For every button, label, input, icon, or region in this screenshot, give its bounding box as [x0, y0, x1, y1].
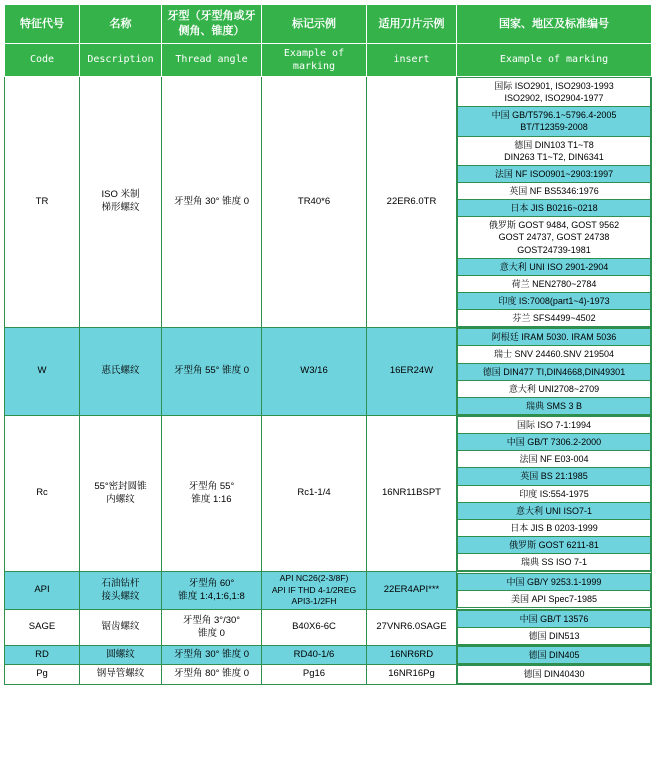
header-cell-en-3: Example of marking — [262, 44, 367, 77]
standard-row — [458, 647, 651, 664]
marking-cell: TR40*6 — [262, 77, 367, 328]
standard-row — [458, 107, 651, 136]
table-row — [5, 610, 652, 646]
standard-label: 意大利 UNI ISO 2901-2904 — [458, 258, 651, 275]
standard-row — [458, 346, 651, 363]
insert-cell: 22ER6.0TR — [367, 77, 457, 328]
standards-cell — [457, 572, 652, 610]
standard-row — [458, 258, 651, 275]
standard-row — [458, 363, 651, 380]
standards-cell — [457, 328, 652, 416]
marking-cell: W3/16 — [262, 328, 367, 416]
code-cell: TR — [5, 77, 80, 328]
standard-row — [458, 591, 651, 608]
standards-cell — [457, 646, 652, 665]
thread-standards-table — [4, 4, 652, 685]
header-cell-cn-1: 名称 — [80, 5, 162, 44]
standard-row — [458, 451, 651, 468]
standard-label: 日本 JIS B 0203-1999 — [458, 519, 651, 536]
header-cell-cn-0: 特征代号 — [5, 5, 80, 44]
thread-angle-cell: 牙型角 80° 锥度 0 — [162, 665, 262, 684]
marking-cell: B40X6-6C — [262, 610, 367, 646]
standard-row — [458, 165, 651, 182]
standard-label: 英国 NF BS5346:1976 — [458, 182, 651, 199]
standards-cell — [457, 415, 652, 571]
standard-row — [458, 611, 651, 628]
standard-label: 德国 DIN405 — [458, 647, 651, 664]
standard-row — [458, 554, 651, 571]
thread-angle-cell: 牙型角 60° 锥度 1:4,1:6,1:8 — [162, 572, 262, 610]
table-header-row-cn — [5, 5, 652, 44]
standard-row — [458, 485, 651, 502]
header-cell-en-0: Code — [5, 44, 80, 77]
code-cell: Rc — [5, 415, 80, 571]
code-cell: SAGE — [5, 610, 80, 646]
marking-cell: API NC26(2-3/8F) API IF THD 4-1/2REG API3-1/2FH — [262, 572, 367, 610]
standard-label: 法国 NF E03-004 — [458, 451, 651, 468]
insert-cell: 16NR6RD — [367, 646, 457, 665]
header-cell-en-5: Example of marking — [457, 44, 652, 77]
standard-label: 瑞士 SNV 24460.SNV 219504 — [458, 346, 651, 363]
standard-label: 中国 GB/T 13576 — [458, 611, 651, 628]
table-row — [5, 572, 652, 610]
description-cell: ISO 米制 梯形螺纹 — [80, 77, 162, 328]
header-cell-cn-2: 牙型（牙型角或牙侧角、锥度） — [162, 5, 262, 44]
insert-cell: 16NR11BSPT — [367, 415, 457, 571]
standard-row — [458, 200, 651, 217]
code-cell: API — [5, 572, 80, 610]
standard-row — [458, 380, 651, 397]
standard-label: 阿根廷 IRAM 5030. IRAM 5036 — [458, 329, 651, 346]
standard-row — [458, 310, 651, 327]
standard-row — [458, 416, 651, 433]
thread-angle-cell: 牙型角 30° 锥度 0 — [162, 646, 262, 665]
standard-row — [458, 573, 651, 590]
description-cell: 圆螺纹 — [80, 646, 162, 665]
standard-label: 意大利 UNI2708~2709 — [458, 380, 651, 397]
description-cell: 钢导管螺纹 — [80, 665, 162, 684]
standards-cell — [457, 665, 652, 684]
standard-row — [458, 519, 651, 536]
marking-cell: Pg16 — [262, 665, 367, 684]
standard-row — [458, 468, 651, 485]
standard-label: 瑞典 SMS 3 B — [458, 397, 651, 414]
description-cell: 石油钻杆 接头螺纹 — [80, 572, 162, 610]
standard-label: 印度 IS:7008(part1~4)-1973 — [458, 292, 651, 309]
standard-row — [458, 434, 651, 451]
standard-label: 俄罗斯 GOST 6211-81 — [458, 536, 651, 553]
insert-cell: 16ER24W — [367, 328, 457, 416]
thread-angle-cell: 牙型角 55° 锥度 0 — [162, 328, 262, 416]
standard-row — [458, 666, 651, 683]
standard-row — [458, 78, 651, 107]
standards-cell — [457, 610, 652, 646]
standard-label: 中国 GB/Y 9253.1-1999 — [458, 573, 651, 590]
standard-label: 荷兰 NEN2780~2784 — [458, 275, 651, 292]
description-cell: 锯齿螺纹 — [80, 610, 162, 646]
table-header-row-en — [5, 44, 652, 77]
marking-cell: Rc1-1/4 — [262, 415, 367, 571]
header-cell-en-4: insert — [367, 44, 457, 77]
header-cell-en-1: Description — [80, 44, 162, 77]
standard-label: 国际 ISO2901, ISO2903-1993 ISO2902, ISO2904-1977 — [458, 78, 651, 107]
standard-label: 中国 GB/T 7306.2-2000 — [458, 434, 651, 451]
standards-cell — [457, 77, 652, 328]
marking-cell: RD40-1/6 — [262, 646, 367, 665]
standard-label: 印度 IS:554-1975 — [458, 485, 651, 502]
standard-label: 德国 DIN40430 — [458, 666, 651, 683]
standard-row — [458, 275, 651, 292]
standard-label: 芬兰 SFS4499~4502 — [458, 310, 651, 327]
standard-label: 德国 DIN477 TI,DIN4668,DIN49301 — [458, 363, 651, 380]
header-cell-cn-3: 标记示例 — [262, 5, 367, 44]
standard-label: 瑞典 SS ISO 7-1 — [458, 554, 651, 571]
insert-cell: 22ER4API*** — [367, 572, 457, 610]
standard-label: 中国 GB/T5796.1~5796.4-2005 BT/T12359-2008 — [458, 107, 651, 136]
code-cell: W — [5, 328, 80, 416]
table-row — [5, 77, 652, 328]
header-cell-cn-5: 国家、地区及标准编号 — [457, 5, 652, 44]
standard-label: 英国 BS 21:1985 — [458, 468, 651, 485]
insert-cell: 27VNR6.0SAGE — [367, 610, 457, 646]
standard-label: 日本 JIS B0216~0218 — [458, 200, 651, 217]
table-row — [5, 646, 652, 665]
table-row — [5, 415, 652, 571]
thread-angle-cell: 牙型角 3°/30° 锥度 0 — [162, 610, 262, 646]
standard-row — [458, 397, 651, 414]
standard-row — [458, 292, 651, 309]
standard-row — [458, 217, 651, 258]
standard-row — [458, 329, 651, 346]
standard-label: 美国 API Spec7-1985 — [458, 591, 651, 608]
code-cell: Pg — [5, 665, 80, 684]
standard-label: 意大利 UNI ISO7-1 — [458, 502, 651, 519]
code-cell: RD — [5, 646, 80, 665]
standard-row — [458, 628, 651, 645]
description-cell: 惠氏螺纹 — [80, 328, 162, 416]
table-row — [5, 328, 652, 416]
standard-label: 德国 DIN103 T1~T8 DIN263 T1~T2, DIN6341 — [458, 136, 651, 165]
description-cell: 55°密封圆锥 内螺纹 — [80, 415, 162, 571]
standard-row — [458, 536, 651, 553]
thread-angle-cell: 牙型角 30° 锥度 0 — [162, 77, 262, 328]
standard-row — [458, 136, 651, 165]
insert-cell: 16NR16Pg — [367, 665, 457, 684]
standard-label: 国际 ISO 7-1:1994 — [458, 416, 651, 433]
header-cell-en-2: Thread angle — [162, 44, 262, 77]
standard-label: 俄罗斯 GOST 9484, GOST 9562 GOST 24737, GOST 24738 GOST24739-1981 — [458, 217, 651, 258]
header-cell-cn-4: 适用刀片示例 — [367, 5, 457, 44]
standard-label: 法国 NF ISO0901~2903:1997 — [458, 165, 651, 182]
thread-angle-cell: 牙型角 55° 锥度 1:16 — [162, 415, 262, 571]
standard-row — [458, 182, 651, 199]
table-row — [5, 665, 652, 684]
standard-row — [458, 502, 651, 519]
standard-label: 德国 DIN513 — [458, 628, 651, 645]
